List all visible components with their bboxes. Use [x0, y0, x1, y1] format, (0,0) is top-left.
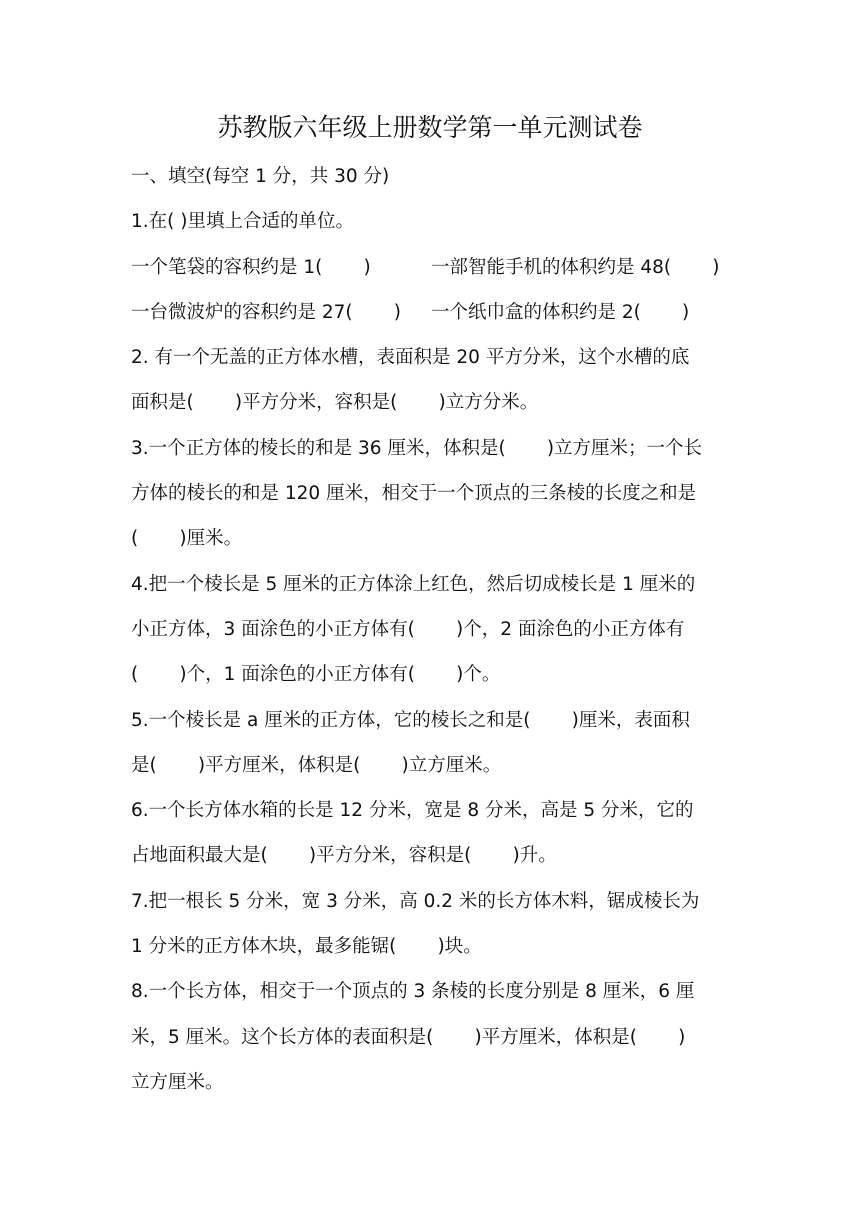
question-1-item-tissue-box: 一个纸巾盒的体积约是 2( ): [431, 301, 690, 323]
question-6: [131, 788, 731, 879]
question-8-line-1: 8.一个长方体，相交于一个顶点的 3 条棱的长度分别是 8 厘米，6 厘: [131, 981, 695, 1003]
question-8-line-2: 米，5 厘米。这个长方体的表面积是( )平方厘米，体积是( ): [131, 1026, 686, 1048]
question-1: [131, 199, 731, 335]
question-2: [131, 335, 731, 426]
question-5-line-2: 是( )平方厘米，体积是( )立方厘米。: [131, 754, 502, 776]
question-1-item-microwave: 一台微波炉的容积约是 27( ): [131, 301, 402, 323]
question-5-line-1: 5.一个棱长是 a 厘米的正方体，它的棱长之和是( )厘米，表面积: [131, 709, 690, 731]
document-body: [131, 154, 731, 1105]
question-1-row-1: [131, 245, 731, 290]
section-heading: 一、填空(每空 1 分，共 30 分): [131, 166, 390, 187]
question-7: [131, 879, 731, 970]
question-7-line-2: 1 分米的正方体木块，最多能锯( )块。: [131, 936, 482, 958]
question-4-line-2: 小正方体，3 面涂色的小正方体有( )个，2 面涂色的小正方体有: [131, 618, 685, 640]
question-2-line-2: 面积是( )平方分米，容积是( )立方分米。: [131, 392, 539, 414]
question-3-line-3: ( )厘米。: [131, 528, 243, 550]
question-8-line-3: 立方厘米。: [131, 1071, 224, 1093]
question-1-stem: 1.在( )里填上合适的单位。: [131, 211, 354, 233]
question-1-row-2: [131, 290, 731, 335]
question-5: [131, 698, 731, 789]
question-4: [131, 562, 731, 698]
question-6-line-2: 占地面积最大是( )平方分米，容积是( )升。: [131, 845, 557, 867]
question-4-line-3: ( )个，1 面涂色的小正方体有( )个。: [131, 664, 501, 686]
question-2-line-1: 2. 有一个无盖的正方体水槽，表面积是 20 平方分米，这个水槽的底: [131, 347, 690, 369]
question-1-item-pencil-case: 一个笔袋的容积约是 1( ): [131, 256, 371, 278]
question-8: [131, 969, 731, 1105]
page-title: 苏教版六年级上册数学第一单元测试卷: [217, 113, 643, 142]
question-4-line-1: 4.把一个棱长是 5 厘米的正方体涂上红色，然后切成棱长是 1 厘米的: [131, 573, 696, 595]
question-3-line-1: 3.一个正方体的棱长的和是 36 厘米，体积是( )立方厘米；一个长: [131, 437, 703, 459]
question-6-line-1: 6.一个长方体水箱的长是 12 分米，宽是 8 分米，高是 5 分米，它的: [131, 800, 694, 822]
question-1-item-smartphone: 一部智能手机的体积约是 48( ): [431, 256, 720, 278]
question-7-line-1: 7.把一根长 5 分米，宽 3 分米，高 0.2 米的长方体木料，锯成棱长为: [131, 890, 700, 912]
question-3-line-2: 方体的棱长的和是 120 厘米，相交于一个顶点的三条棱的长度之和是: [131, 483, 697, 505]
question-3: [131, 426, 731, 562]
